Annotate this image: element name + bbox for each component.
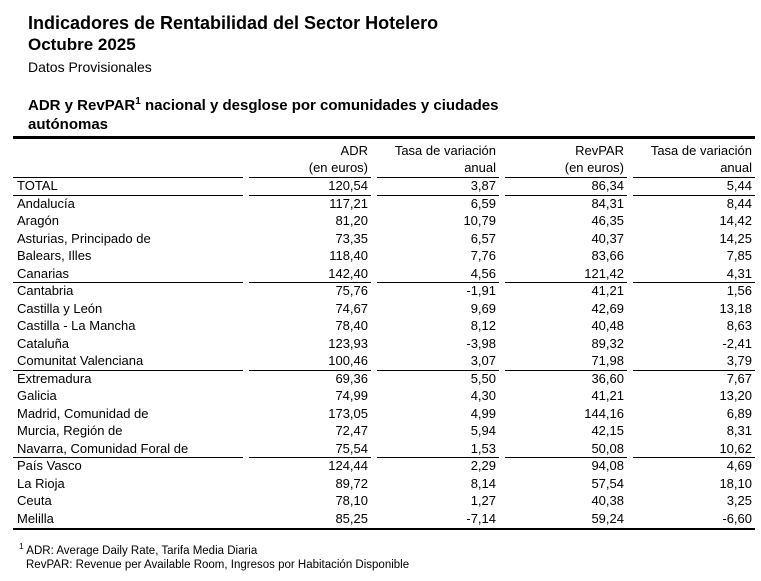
region-name: País Vasco	[17, 458, 82, 473]
col-header-line1: ADR	[340, 143, 368, 158]
value-cell: 1,53	[377, 441, 499, 459]
region-name: Canarias	[13, 266, 243, 284]
region-name: Galicia	[17, 388, 57, 403]
table-row	[13, 231, 755, 249]
value-cell: -6,60	[722, 510, 752, 526]
region-name: Cataluña	[17, 335, 70, 351]
region-name: Asturias, Principado de	[17, 230, 151, 246]
value-cell: 89,72	[335, 475, 368, 491]
value-cell: 74,99	[335, 388, 368, 403]
table-row	[13, 266, 755, 284]
value-cell: 50,08	[505, 441, 627, 459]
value-cell: 74,67	[335, 300, 368, 316]
value-cell: -1,91	[466, 283, 496, 298]
footnote-marker: 1	[19, 541, 24, 551]
value-cell: 40,48	[591, 318, 624, 333]
value-cell: 3,25	[726, 493, 752, 508]
value-cell: 4,31	[633, 266, 755, 284]
value-cell: 3,87	[377, 178, 499, 196]
footnote-revpar: RevPAR: Revenue per Available Room, Ingresos por Habitación Disponible	[26, 558, 410, 571]
value-cell: 100,46	[249, 353, 371, 371]
value-cell: 4,69	[726, 458, 752, 473]
value-cell: 40,37	[591, 230, 624, 246]
table-row	[13, 493, 755, 511]
value-cell: 10,62	[633, 441, 755, 459]
table-row	[13, 318, 755, 336]
value-cell: 86,34	[505, 178, 627, 196]
page-period: Octubre 2025	[28, 35, 136, 54]
value-cell: 173,05	[328, 405, 368, 421]
value-cell: 124,44	[328, 458, 368, 473]
page-title: Indicadores de Rentabilidad del Sector Hotelero	[28, 13, 439, 33]
table-row	[13, 371, 755, 389]
col-header-line1: Tasa de variación	[394, 143, 496, 158]
region-name: Ceuta	[17, 493, 52, 508]
value-cell: 40,38	[591, 493, 624, 508]
table-bottom-rule	[13, 528, 755, 530]
value-cell: 46,35	[591, 213, 624, 228]
value-cell: 69,36	[335, 370, 368, 386]
table-row	[13, 196, 755, 214]
value-cell: 2,29	[470, 458, 496, 473]
value-cell: 42,15	[591, 423, 624, 438]
value-cell: 13,18	[719, 300, 752, 316]
region-name: Aragón	[17, 213, 59, 228]
value-cell: 83,66	[591, 248, 624, 263]
value-cell: 117,21	[329, 195, 368, 211]
footnote-adr-text: ADR: Average Daily Rate, Tarifa Media Diaria	[26, 544, 258, 557]
region-name: TOTAL	[13, 178, 243, 196]
value-cell: 118,40	[329, 248, 368, 263]
value-cell: 94,08	[591, 458, 624, 473]
region-name: Comunitat Valenciana	[13, 353, 243, 371]
table-row	[13, 458, 755, 476]
value-cell: 142,40	[249, 266, 371, 284]
footnote-marker-sup: 1	[135, 96, 141, 107]
col-header-line2: (en euros)	[564, 160, 624, 175]
value-cell: 1,27	[470, 493, 496, 508]
section-heading	[28, 92, 568, 134]
col-header-line1: RevPAR	[575, 143, 624, 158]
region-name: La Rioja	[17, 475, 65, 491]
value-cell: 18,10	[719, 475, 752, 491]
footnotes	[13, 539, 755, 572]
table-row	[13, 178, 755, 196]
region-name: Murcia, Región de	[17, 423, 123, 438]
value-cell: 73,35	[335, 230, 368, 246]
table-row	[13, 301, 755, 319]
value-cell: 4,99	[470, 405, 496, 421]
table-row	[13, 441, 755, 459]
value-cell: 41,21	[591, 283, 624, 298]
table-row	[13, 353, 755, 371]
value-cell: 8,31	[726, 423, 752, 438]
table-row	[13, 213, 755, 231]
col-header-adr-variation	[377, 139, 499, 178]
col-header-line2: (en euros)	[308, 160, 368, 175]
table-row	[13, 476, 755, 494]
value-cell: 120,54	[249, 178, 371, 196]
col-header-line1: Tasa de variación	[650, 143, 752, 158]
value-cell: 8,12	[470, 318, 496, 333]
value-cell: 89,32	[591, 335, 624, 351]
value-cell: 41,21	[591, 388, 624, 403]
col-header-line2: anual	[720, 160, 752, 175]
region-name: Balears, Illes	[17, 248, 92, 263]
value-cell: 81,20	[335, 213, 368, 228]
region-column-header	[13, 139, 243, 178]
value-cell: 3,79	[633, 353, 755, 371]
region-name: Castilla y León	[17, 300, 103, 316]
value-cell: 10,79	[463, 213, 496, 228]
adr-revpar-table	[7, 139, 761, 528]
region-name: Madrid, Comunidad de	[17, 405, 149, 421]
col-header-revpar-variation	[633, 139, 755, 178]
value-cell: 6,57	[470, 230, 496, 246]
section-heading-rest: nacional y desglose por comunidades y ciudades autónomas	[28, 97, 499, 133]
region-name: Cantabria	[17, 283, 74, 298]
value-cell: 8,44	[726, 195, 752, 211]
table-row	[13, 336, 755, 354]
value-cell: 59,24	[591, 510, 624, 526]
value-cell: -3,98	[466, 335, 496, 351]
col-header-adr	[249, 139, 371, 178]
value-cell: 121,42	[505, 266, 627, 284]
table-row	[13, 423, 755, 441]
value-cell: -2,41	[722, 335, 752, 351]
value-cell: 13,20	[719, 388, 752, 403]
value-cell: 36,60	[591, 370, 624, 386]
value-cell: 14,42	[719, 213, 752, 228]
value-cell: 72,47	[335, 423, 368, 438]
value-cell: 6,59	[470, 195, 496, 211]
value-cell: 1,56	[726, 283, 752, 298]
region-name: Castilla - La Mancha	[17, 318, 136, 333]
table-row	[13, 283, 755, 301]
value-cell: 4,56	[377, 266, 499, 284]
value-cell: 3,07	[377, 353, 499, 371]
value-cell: 78,40	[335, 318, 368, 333]
report-header	[13, 12, 755, 134]
region-name: Navarra, Comunidad Foral de	[13, 441, 243, 459]
value-cell: 84,31	[591, 195, 624, 211]
value-cell: 7,76	[470, 248, 496, 263]
value-cell: 5,50	[470, 370, 496, 386]
value-cell: 5,44	[633, 178, 755, 196]
value-cell: 85,25	[335, 510, 368, 526]
value-cell: 8,14	[470, 475, 496, 491]
footnote-adr	[19, 539, 755, 558]
col-header-revpar	[505, 139, 627, 178]
value-cell: -7,14	[466, 510, 496, 526]
col-header-line2: anual	[464, 160, 496, 175]
value-cell: 42,69	[591, 300, 624, 316]
value-cell: 9,69	[470, 300, 496, 316]
value-cell: 4,30	[470, 388, 496, 403]
value-cell: 75,54	[249, 441, 371, 459]
table-row	[13, 406, 755, 424]
value-cell: 7,85	[726, 248, 752, 263]
value-cell: 144,16	[584, 405, 624, 421]
value-cell: 8,63	[726, 318, 752, 333]
value-cell: 123,93	[328, 335, 368, 351]
region-name: Andalucía	[17, 195, 75, 211]
value-cell: 78,10	[335, 493, 368, 508]
region-name: Melilla	[17, 510, 54, 526]
table-header-row	[13, 139, 755, 178]
value-cell: 71,98	[505, 353, 627, 371]
value-cell: 75,76	[335, 283, 368, 298]
table-row	[13, 511, 755, 529]
value-cell: 5,94	[470, 423, 496, 438]
page-status: Datos Provisionales	[28, 59, 152, 75]
section-heading-text: ADR y RevPAR	[28, 97, 136, 114]
region-name: Extremadura	[17, 370, 92, 386]
table-row	[13, 388, 755, 406]
value-cell: 14,25	[719, 230, 752, 246]
value-cell: 6,89	[726, 405, 752, 421]
value-cell: 7,67	[726, 370, 752, 386]
value-cell: 57,54	[591, 475, 624, 491]
table-row	[13, 248, 755, 266]
table-body	[13, 178, 755, 528]
